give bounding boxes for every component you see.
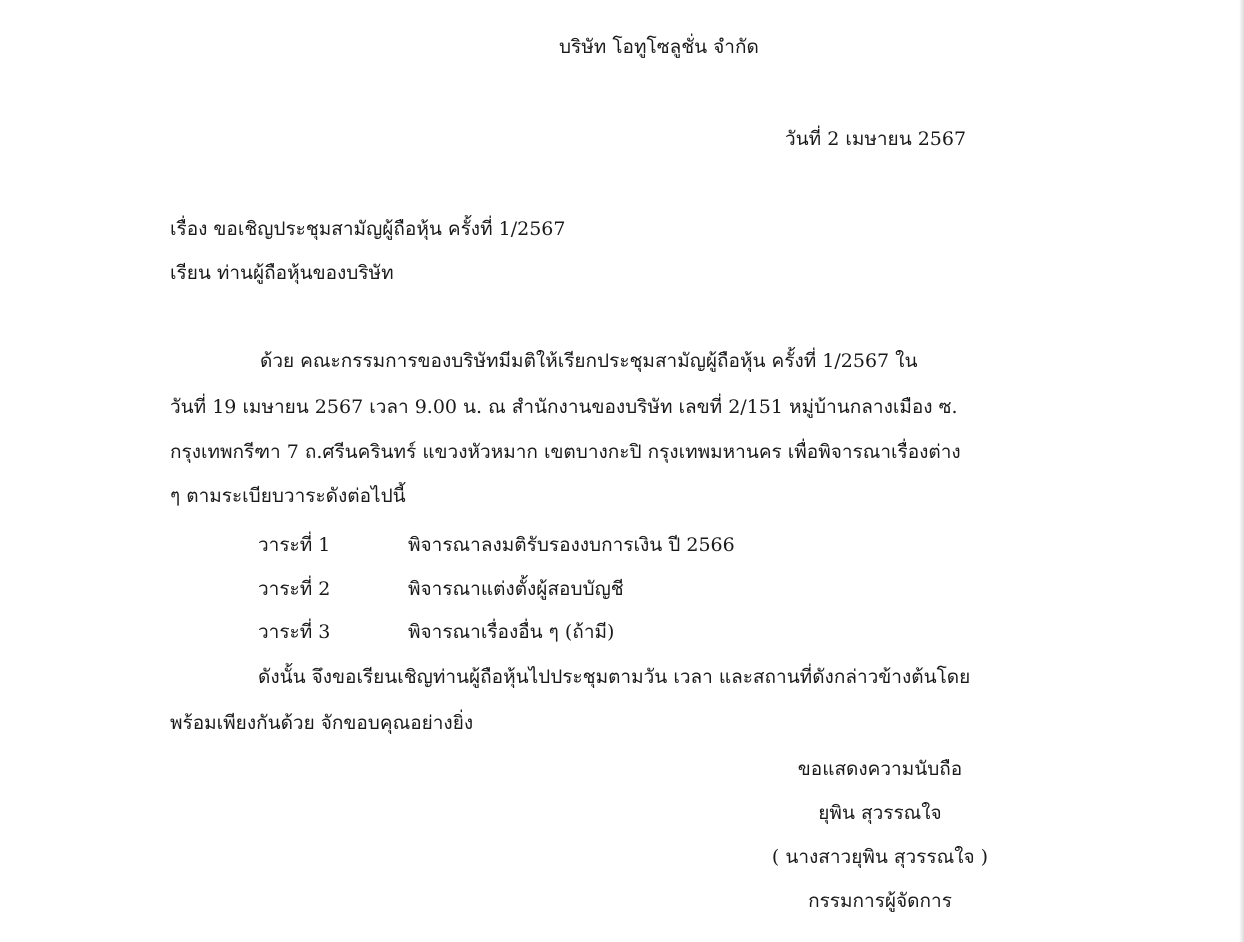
company-name: บริษัท โอทูโซลูชั่น จำกัด (559, 36, 759, 58)
body-paragraph-line: วันที่ 19 เมษายน 2567 เวลา 9.00 น. ณ สำนักงานของบริษัท เลขที่ 2/151 หมู่บ้านกลางเมือง ซ. (170, 396, 958, 418)
agenda-item-text: พิจารณาแต่งตั้งผู้สอบบัญชี (408, 578, 624, 600)
agenda-item-text: พิจารณาลงมติรับรองงบการเงิน ปี 2566 (408, 534, 735, 556)
printed-name: ( นางสาวยุพิน สุวรรณใจ ) (771, 846, 989, 868)
salutation-line: เรียน ท่านผู้ถือหุ้นของบริษัท (170, 262, 394, 284)
signer-title: กรรมการผู้จัดการ (808, 890, 952, 912)
scan-edge-shadow (1239, 0, 1244, 942)
agenda-item-label: วาระที่ 1 (258, 534, 331, 556)
closing-paragraph-line: พร้อมเพียงกันด้วย จักขอบคุณอย่างยิ่ง (170, 712, 474, 734)
agenda-item-text: พิจารณาเรื่องอื่น ๆ (ถ้ามี) (408, 621, 615, 643)
agenda-item-label: วาระที่ 3 (258, 621, 331, 643)
body-paragraph-line: กรุงเทพกรีฑา 7 ถ.ศรีนครินทร์ แขวงหัวหมาก เขตบางกะปิ กรุงเทพมหานคร เพื่อพิจารณาเรื่องต่าง (170, 441, 961, 463)
letter-date: วันที่ 2 เมษายน 2567 (785, 128, 967, 150)
body-paragraph-line: ๆ ตามระเบียบวาระดังต่อไปนี้ (170, 485, 406, 507)
subject-line: เรื่อง ขอเชิญประชุมสามัญผู้ถือหุ้น ครั้งที่ 1/2567 (170, 218, 566, 240)
signature-name: ยุพิน สุวรรณใจ (818, 802, 942, 824)
agenda-item-label: วาระที่ 2 (258, 578, 331, 600)
closing-paragraph-line: ดังนั้น จึงขอเรียนเชิญท่านผู้ถือหุ้นไปประชุมตามวัน เวลา และสถานที่ดังกล่าวข้างต้นโดย (258, 666, 971, 688)
body-paragraph-line: ด้วย คณะกรรมการของบริษัทมีมติให้เรียกประชุมสามัญผู้ถือหุ้น ครั้งที่ 1/2567 ใน (260, 350, 918, 372)
sign-off: ขอแสดงความนับถือ (797, 758, 963, 780)
